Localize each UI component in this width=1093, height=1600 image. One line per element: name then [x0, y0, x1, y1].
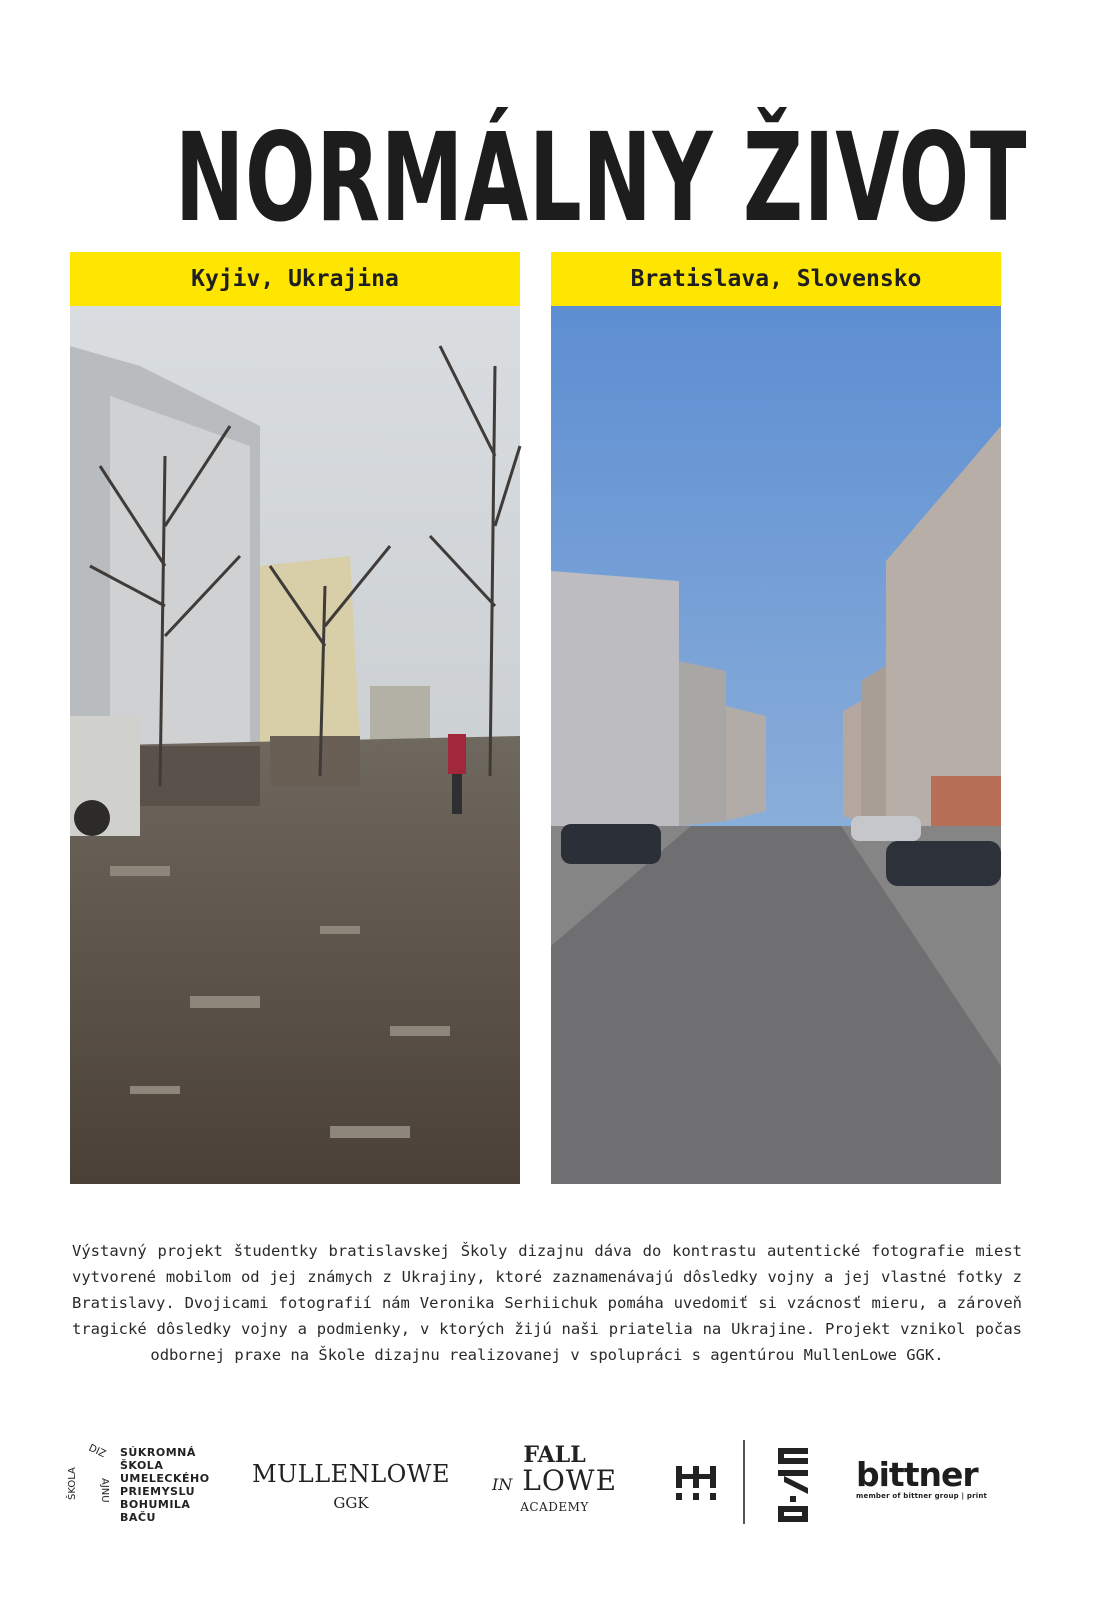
location-label-right-text: Bratislava, Slovensko: [630, 266, 922, 292]
bkis-mark-icon: [776, 1448, 810, 1526]
skola-line: BAČU: [120, 1511, 156, 1524]
skola-line: BOHUMILA: [120, 1498, 191, 1511]
skola-line: UMELECKÉHO: [120, 1472, 210, 1485]
photo-kyiv: [70, 306, 520, 1184]
skola-dizajnu-mark-icon: [67, 1440, 114, 1514]
logo-divider: [743, 1440, 745, 1524]
skola-name: [120, 1446, 210, 1524]
project-description: Výstavný projekt študentky bratislavskej Školy dizajnu dáva do kontrastu autentické fotografie miest vytvorené mobilom od jej známych z Ukrajiny, ktoré zaznamenávajú dôsledky vojny a jej vlastné fotky z Bratislavy. Dvojicami fotografií nám Veronika Serhiichuk pomáha uvedomiť si vzácnosť mieru, a zároveň tragické dôsledky vojny a podmienky, v ktorých žijú naši priatelia na Ukrajine. Projekt vznikol počas odbornej praxe na Škole dizajnu realizovanej v spolupráci s agentúrou MullenLowe GGK.: [72, 1242, 1022, 1364]
mullenlowe-sub: GGK: [333, 1494, 369, 1512]
logo-mullenlowe-ggk: [252, 1460, 450, 1512]
mullenlowe-name: MULLENLOWE: [252, 1460, 450, 1488]
svg-text:ŠKOLA: ŠKOLA: [67, 1467, 78, 1500]
location-label-left: [70, 252, 520, 306]
location-label-left-text: Kyjiv, Ukrajina: [191, 266, 399, 292]
fall-in: IN: [492, 1475, 513, 1494]
poster-title: NORMÁLNY ŽIVOT: [174, 107, 1028, 249]
skola-line: ŠKOLA: [120, 1459, 164, 1472]
fall-line2: LOWE: [522, 1464, 618, 1497]
logo-bittner: [856, 1455, 988, 1500]
skola-line: PRIEMYSLU: [120, 1485, 196, 1498]
bittner-tagline: member of bittner group | print: [856, 1492, 988, 1500]
svg-text:DIZ: DIZ: [86, 1442, 108, 1461]
fall-line1: FALL: [523, 1442, 586, 1468]
bittner-name: bittner: [856, 1455, 978, 1494]
logo-fall-in-lowe-academy: [492, 1444, 617, 1514]
location-label-right: [551, 252, 1001, 306]
partner-logos: [67, 1440, 1022, 1530]
partner-grid-icon: [676, 1466, 716, 1500]
svg-text:AJNU: AJNU: [99, 1478, 110, 1503]
fall-line3: ACADEMY: [520, 1500, 589, 1514]
photo-bratislava: [551, 306, 1001, 1184]
skola-line: SÚKROMNÁ: [120, 1446, 196, 1459]
